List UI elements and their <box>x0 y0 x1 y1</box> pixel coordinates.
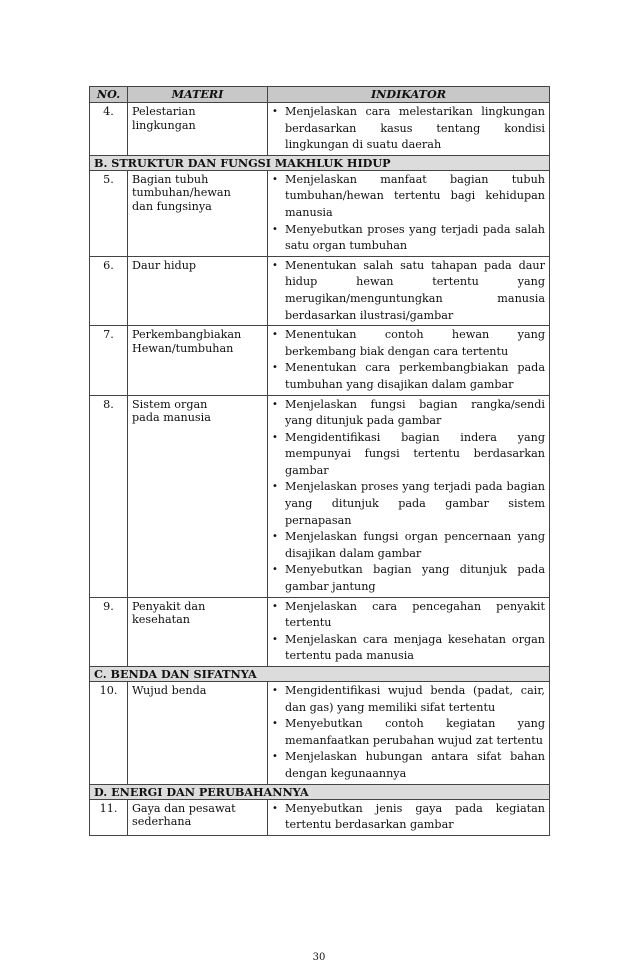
indikator-text: Menjelaskan fungsi bagian rangka/sendi yang ditunjuk pada gambar <box>285 397 545 428</box>
bullet-icon: • <box>272 802 278 814</box>
indikator-item <box>272 632 545 665</box>
indikator-item <box>272 430 545 480</box>
bullet-icon: • <box>272 259 278 271</box>
table-row <box>90 103 550 156</box>
section-heading-row <box>90 784 550 799</box>
bullet-icon: • <box>272 173 278 185</box>
bullet-icon: • <box>272 633 278 645</box>
indikator-item <box>272 397 545 430</box>
materi-cell: Penyakit dan kesehatan <box>128 597 268 666</box>
indikator-text: Menjelaskan cara melestarikan lingkungan berdasarkan kasus tentang kondisi lingkungan di suatu daerah <box>285 105 545 152</box>
indikator-text: Menjelaskan hubungan antara sifat bahan dengan kegunaannya <box>285 750 545 780</box>
indikator-item <box>272 222 545 255</box>
row-number: 10. <box>90 682 128 785</box>
indikator-cell <box>268 597 550 666</box>
bullet-icon: • <box>272 564 278 576</box>
section-title: D. ENERGI DAN PERUBAHANNYA <box>90 784 550 799</box>
section-heading-row <box>90 155 550 170</box>
table-row <box>90 256 550 325</box>
row-number: 11. <box>90 799 128 835</box>
section-title: B. STRUKTUR DAN FUNGSI MAKHLUK HIDUP <box>90 155 550 170</box>
indikator-item <box>272 716 545 749</box>
indikator-list <box>272 258 545 324</box>
indikator-text: Menyebutkan bagian yang ditunjuk pada gambar jantung <box>285 563 545 594</box>
bullet-icon: • <box>272 600 278 612</box>
page-number: 30 <box>312 952 326 963</box>
indikator-item <box>272 172 545 222</box>
indikator-text: Menjelaskan proses yang terjadi pada bagian yang ditunjuk pada gambar sistem pernapasan <box>285 480 545 527</box>
indikator-text: Menjelaskan manfaat bagian tubuh tumbuhan/hewan tertentu bagi kehidupan manusia <box>285 172 545 219</box>
table-row <box>90 395 550 597</box>
indikator-text: Menjelaskan cara pencegahan penyakit tertentu <box>285 599 545 630</box>
table-row <box>90 170 550 256</box>
bullet-icon: • <box>272 481 278 493</box>
indikator-text: Menentukan contoh hewan yang berkembang biak dengan cara tertentu <box>285 328 545 358</box>
section-title: C. BENDA DAN SIFATNYA <box>90 667 550 682</box>
header-no: NO. <box>90 87 128 103</box>
bullet-icon: • <box>272 106 278 117</box>
indikator-item <box>272 683 545 716</box>
indikator-cell <box>268 326 550 395</box>
indikator-text: Menentukan cara perkembangbiakan pada tumbuhan yang disajikan dalam gambar <box>285 361 545 391</box>
indikator-text: Mengidentifikasi wujud benda (padat, cair, dan gas) yang memiliki sifat tertentu <box>285 684 545 714</box>
indikator-item <box>272 327 545 360</box>
indikator-list <box>272 172 545 255</box>
indikator-list <box>272 801 545 834</box>
bullet-icon: • <box>272 223 278 235</box>
bullet-icon: • <box>272 431 278 443</box>
document-page <box>89 86 549 836</box>
materi-cell: Perkembangbiakan Hewan/tumbuhan <box>128 326 268 395</box>
bullet-icon: • <box>272 751 278 763</box>
indikator-list <box>272 397 545 596</box>
bullet-icon: • <box>272 718 278 730</box>
bullet-icon: • <box>272 362 278 374</box>
row-number: 9. <box>90 597 128 666</box>
materi-cell: Bagian tubuh tumbuhan/hewan dan fungsinya <box>128 170 268 256</box>
row-number: 6. <box>90 256 128 325</box>
table-row <box>90 597 550 666</box>
bullet-icon: • <box>272 329 278 341</box>
materi-cell: Wujud benda <box>128 682 268 785</box>
indikator-text: Menjelaskan fungsi organ pencernaan yang disajikan dalam gambar <box>285 530 545 560</box>
indikator-list <box>272 683 545 783</box>
materi-cell: Pelestarian lingkungan <box>128 103 268 156</box>
row-number: 8. <box>90 395 128 597</box>
indikator-text: Menjelaskan cara menjaga kesehatan organ tertentu pada manusia <box>285 632 545 663</box>
indikator-text: Mengidentifikasi bagian indera yang mempunyai fungsi tertentu berdasarkan gambar <box>285 430 545 477</box>
indikator-cell <box>268 170 550 256</box>
section-heading-row <box>90 667 550 682</box>
row-number: 7. <box>90 326 128 395</box>
indikator-cell <box>268 799 550 835</box>
table-body <box>90 103 550 836</box>
indikator-cell <box>268 395 550 597</box>
bullet-icon: • <box>272 685 278 696</box>
materi-cell: Gaya dan pesawat sederhana <box>128 799 268 835</box>
indikator-item <box>272 360 545 393</box>
indikator-item <box>272 104 545 154</box>
indikator-list <box>272 327 545 393</box>
indikator-item <box>272 258 545 324</box>
table-header-row <box>90 87 550 103</box>
row-number: 4. <box>90 103 128 156</box>
row-number: 5. <box>90 170 128 256</box>
indikator-list <box>272 104 545 154</box>
table-row <box>90 799 550 835</box>
table-row <box>90 326 550 395</box>
indikator-item <box>272 562 545 595</box>
indikator-item <box>272 479 545 529</box>
header-indikator: INDIKATOR <box>268 87 550 103</box>
indicator-table <box>89 86 550 836</box>
indikator-cell <box>268 256 550 325</box>
table-row <box>90 682 550 785</box>
indikator-item <box>272 529 545 562</box>
indikator-text: Menentukan salah satu tahapan pada daur hidup hewan tertentu yang merugikan/menguntungkan manusia berdasarkan ilustrasi/gambar <box>285 258 545 322</box>
indikator-text: Menyebutkan jenis gaya pada kegiatan tertentu berdasarkan gambar <box>285 801 545 832</box>
materi-cell: Sistem organ pada manusia <box>128 395 268 597</box>
bullet-icon: • <box>272 531 278 543</box>
bullet-icon: • <box>272 398 278 410</box>
indikator-text: Menyebutkan contoh kegiatan yang memanfaatkan perubahan wujud zat tertentu <box>285 717 545 747</box>
materi-cell: Daur hidup <box>128 256 268 325</box>
indikator-list <box>272 599 545 665</box>
indikator-item <box>272 801 545 834</box>
header-materi: MATERI <box>128 87 268 103</box>
indikator-text: Menyebutkan proses yang terjadi pada salah satu organ tumbuhan <box>285 222 545 253</box>
indikator-cell <box>268 682 550 785</box>
indikator-item <box>272 749 545 782</box>
indikator-item <box>272 599 545 632</box>
indikator-cell <box>268 103 550 156</box>
